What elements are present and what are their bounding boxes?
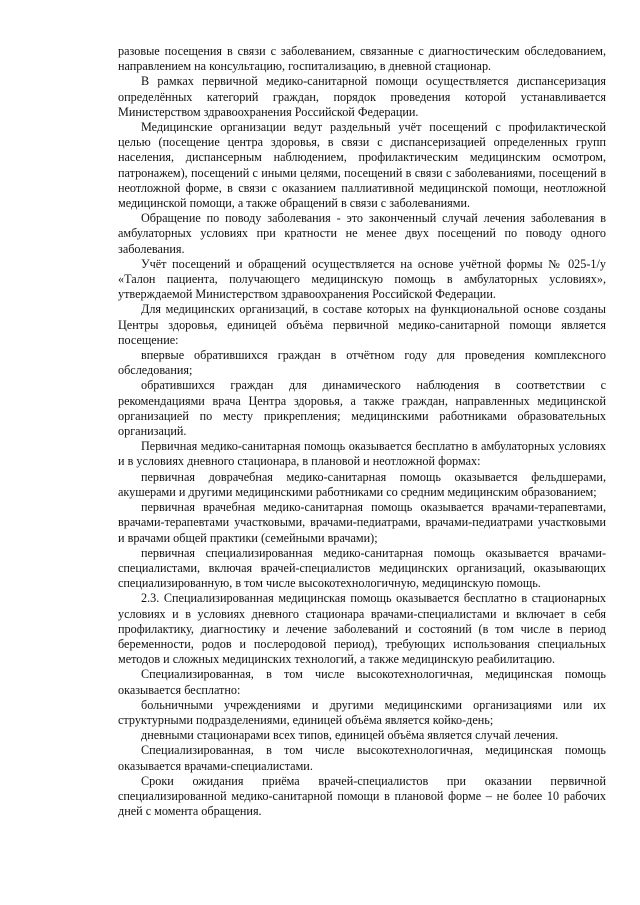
paragraph: Специализированная, в том числе высокотехнологичная, медицинская помощь оказывается бесплатно:	[118, 667, 606, 697]
document-body	[118, 44, 606, 819]
list-item: первичная доврачебная медико-санитарная помощь оказывается фельдшерами, акушерами и другими медицинскими работниками со средним медицинским образованием;	[118, 469, 606, 499]
paragraph: Учёт посещений и обращений осуществляется на основе учётной формы № 025-1/у «Талон пациента, получающего медицинскую помощь в амбулаторных условиях», утверждаемой Министерством здравоохранения Российской Федерации.	[118, 256, 606, 302]
list-item: больничными учреждениями и другими медицинскими организациями или их структурными подразделениями, единицей объёма является койко-день;	[118, 697, 606, 727]
list-item: впервые обратившихся граждан в отчётном году для проведения комплексного обследования;	[118, 348, 606, 378]
paragraph: Медицинские организации ведут раздельный учёт посещений с профилактической целью (посещение центра здоровья, в связи с диспансеризацией определенных групп населения, диспансерным наблюдением, профилактическим медицинским осмотром, патронажем), посещений с иными целями, посещений в связи с заболеваниями, посещений в неотложной форме, в связи с оказанием паллиативной медицинской помощи, неотложной медицинской помощи, а также обращений в связи с заболеваниями.	[118, 120, 606, 211]
list-item: дневными стационарами всех типов, единицей объёма является случай лечения.	[141, 728, 559, 743]
paragraph: Сроки ожидания приёма врачей-специалистов при оказании первичной специализированной медико-санитарной помощи в плановой форме – не более 10 рабочих дней с момента обращения.	[118, 773, 606, 819]
paragraph: Специализированная, в том числе высокотехнологичная, медицинская помощь оказывается врачами-специалистами.	[118, 743, 606, 773]
section-paragraph: 2.3. Специализированная медицинская помощь оказывается бесплатно в стационарных условиях и в условиях дневного стационара врачами-специалистами и включает в себя профилактику, диагностику и лечение заболеваний и состояний (в том числе в период беременности, родов и послеродовой период), требующих использования специальных методов и сложных медицинских технологий, а также медицинскую реабилитацию.	[118, 591, 606, 667]
paragraph: В рамках первичной медико-санитарной помощи осуществляется диспансеризация определённых категорий граждан, порядок проведения которой устанавливается Министерством здравоохранения Российской Федерации.	[118, 74, 606, 119]
paragraph-continuation: разовые посещения в связи с заболеванием, связанные с диагностическим обследованием, направлением на консультацию, госпитализацию, в дневной стационар.	[118, 44, 606, 74]
list-item: первичная специализированная медико-санитарная помощь оказывается врачами-специалистами, включая врачей-специалистов медицинских организаций, оказывающих специализированную, в том числе высокотехнологичную, медицинскую помощь.	[118, 545, 606, 591]
list-item: первичная врачебная медико-санитарная помощь оказывается врачами-терапевтами, врачами-терапевтами участковыми, врачами-педиатрами, врачами-педиатрами участковыми и врачами общей практики (семейными врачами);	[118, 500, 606, 545]
list-item: обратившихся граждан для динамического наблюдения в соответствии с рекомендациями врача Центра здоровья, а также граждан, направленных медицинской организацией по месту прикрепления; медицинскими работниками образовательных организаций.	[118, 378, 606, 439]
paragraph: Первичная медико-санитарная помощь оказывается бесплатно в амбулаторных условиях и в условиях дневного стационара, в плановой и неотложной формах:	[118, 439, 606, 469]
paragraph: Для медицинских организаций, в составе которых на функциональной основе созданы Центры здоровья, единицей объёма первичной медико-санитарной помощи является посещение:	[118, 302, 606, 347]
paragraph: Обращение по поводу заболевания - это законченный случай лечения заболевания в амбулаторных условиях при кратности не менее двух посещений по поводу одного заболевания.	[118, 211, 606, 256]
